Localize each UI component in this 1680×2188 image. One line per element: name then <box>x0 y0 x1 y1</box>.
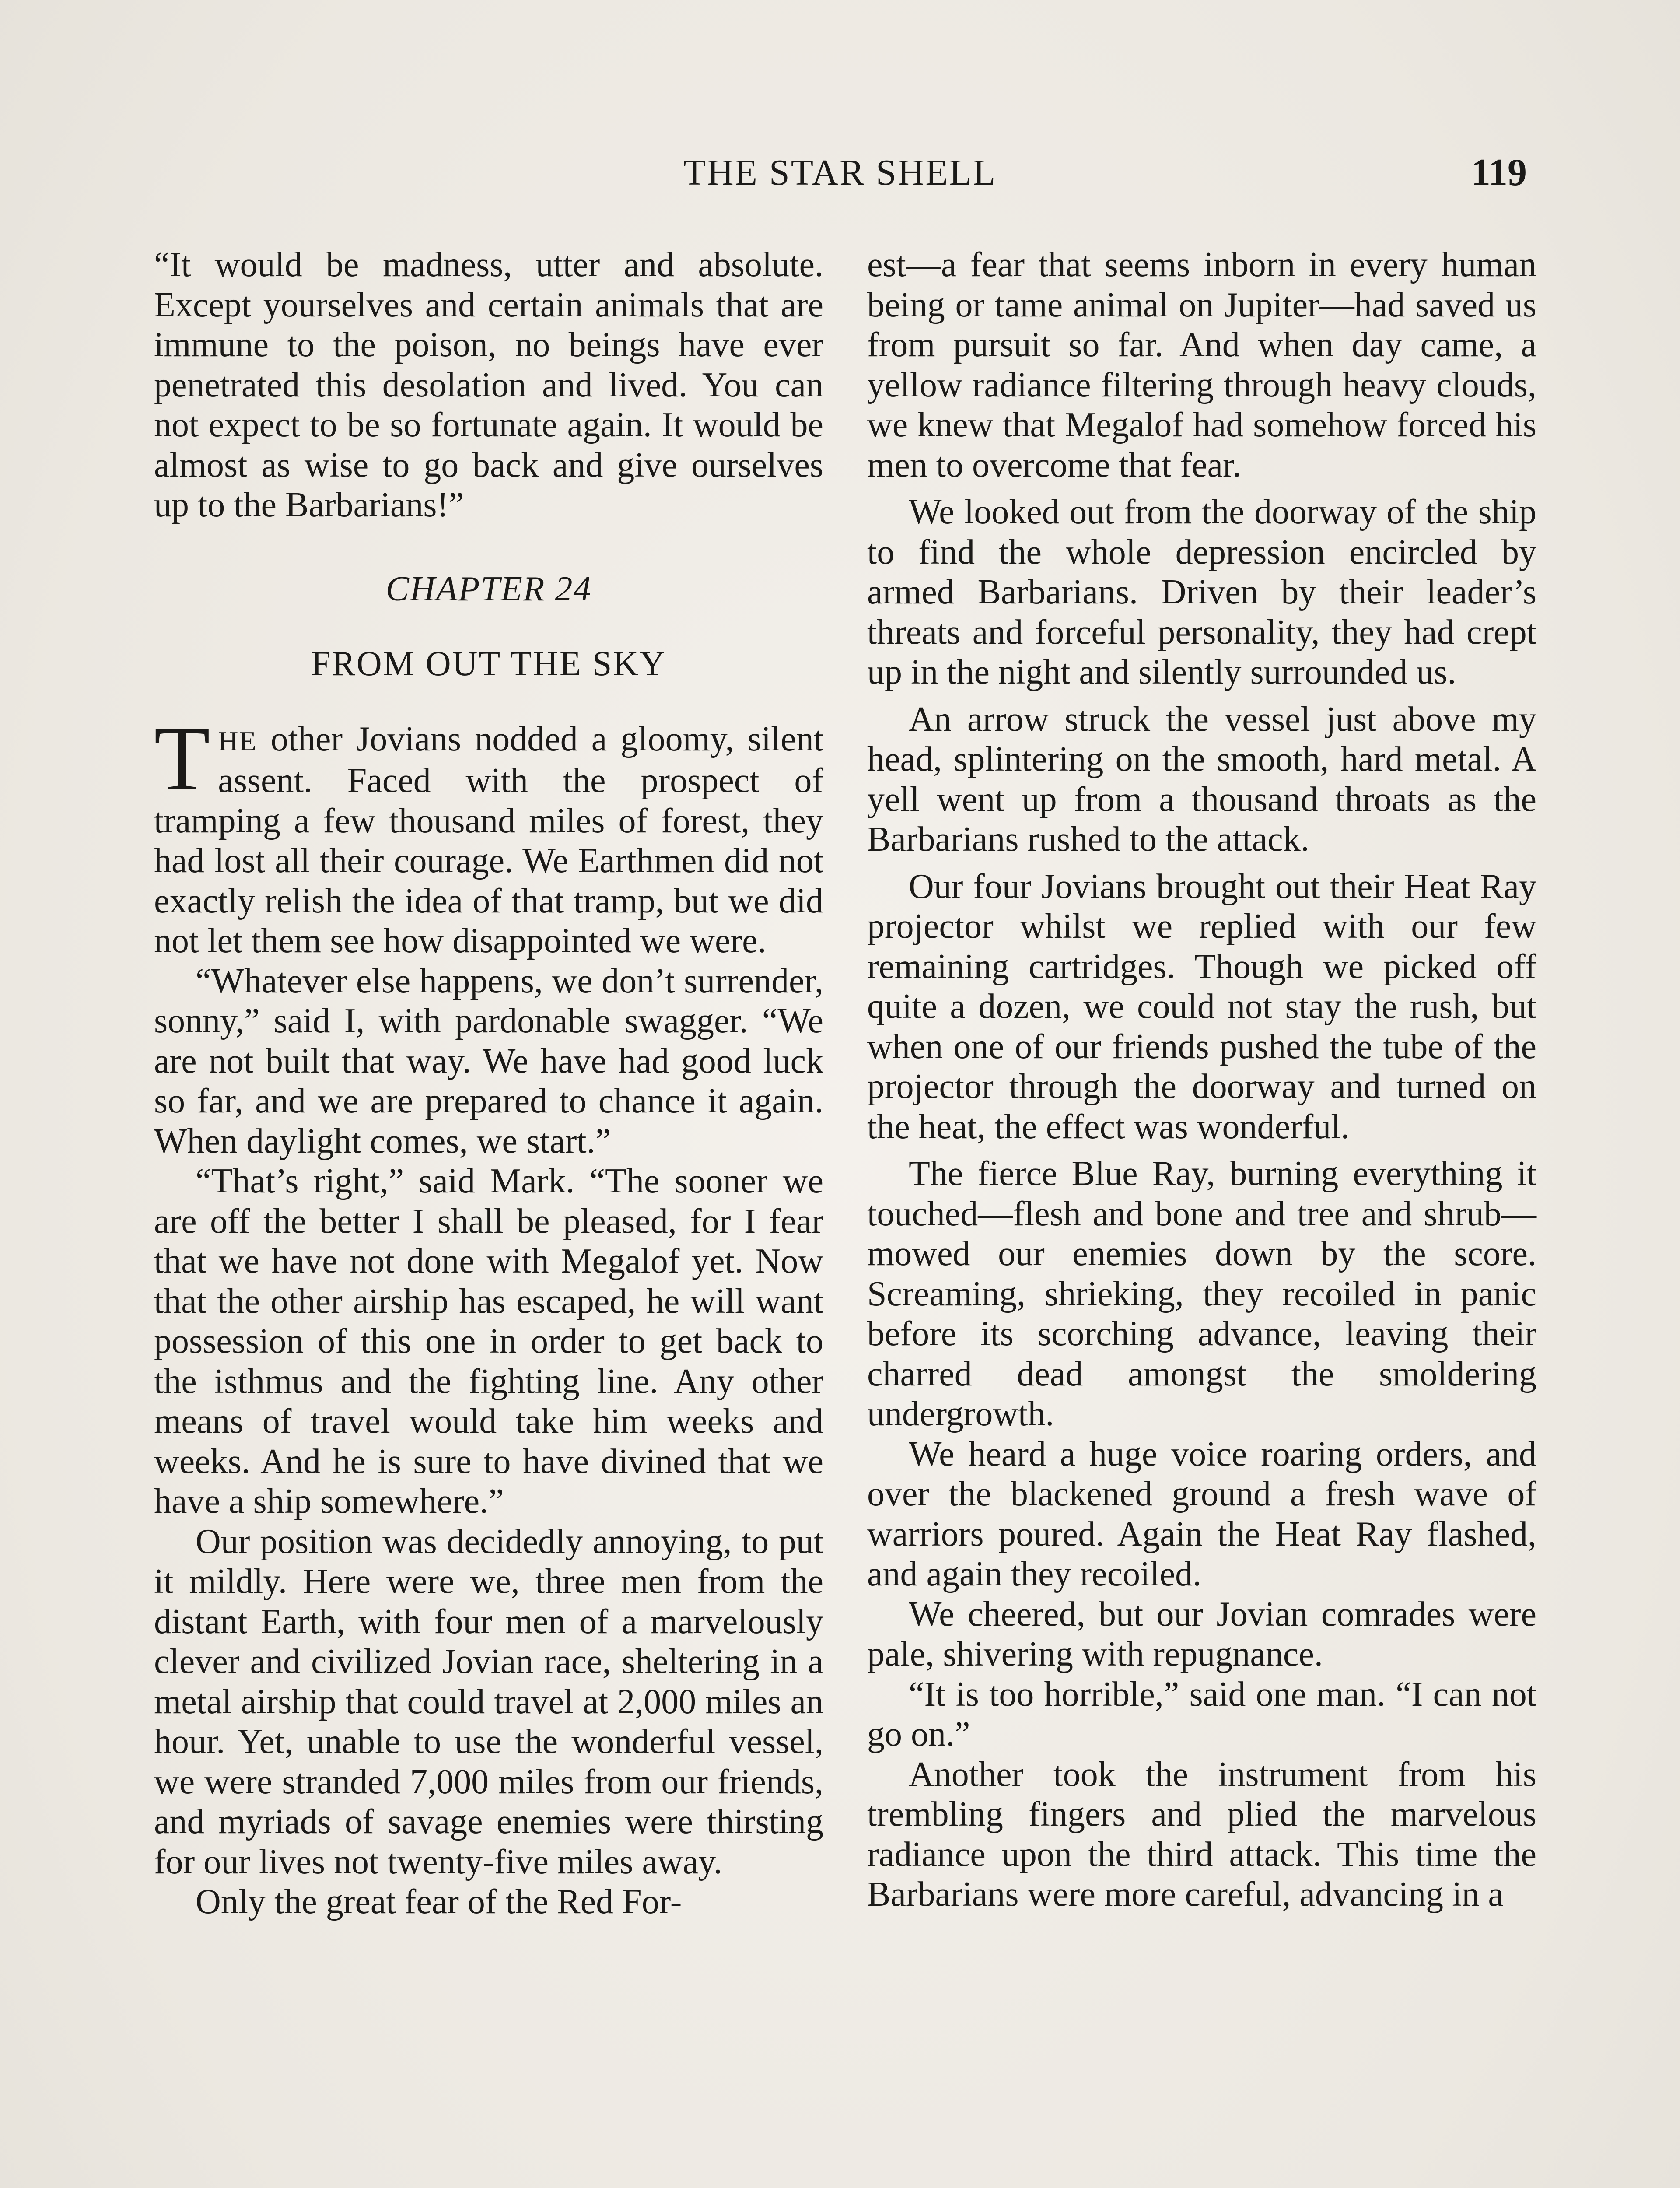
paragraph: “It is too horrible,” said one man. “I can not go on.” <box>867 1675 1536 1753</box>
paragraph: We looked out from the doorway of the ship to find the whole depression encircled by armed Barbarians. Driven by their leader’s threats and forceful personality, they had crept up in the night and silently surrounded us. <box>867 493 1536 691</box>
paragraph: Another took the instrument from his trembling fingers and plied the marvelous radiance upon the third attack. This time the Barbarians were more careful, advancing in a <box>867 1755 1536 1914</box>
drop-cap: T <box>154 708 210 810</box>
left-column <box>154 245 823 1922</box>
paragraph: Our four Jovians brought out their Heat Ray projector whilst we replied with our few remaining cartridges. Though we picked off quite a dozen, we could not stay the rush, but when one of our friends pushed the tube of the projector through the doorway and turned on the heat, the effect was wonderful. <box>867 867 1536 1146</box>
paragraph: “Whatever else happens, we don’t surrender, sonny,” said I, with pardonable swagger. “We are not built that way. We have had good luck so far, and we are prepared to chance it again. When daylight comes, we start.” <box>154 961 823 1161</box>
paragraph: The fierce Blue Ray, burning everything it touched—flesh and bone and tree and shrub—mowed our enemies down by the score. Screaming, shrieking, they recoiled in panic before its scorching advance, leaving their charred dead amongst the smoldering undergrowth. <box>867 1154 1536 1433</box>
page-number: 119 <box>1471 151 1527 194</box>
paragraph: We heard a huge voice roaring orders, and over the blackened ground a fresh wave of warriors poured. Again the Heat Ray flashed, and again they recoiled. <box>867 1434 1536 1593</box>
running-head <box>153 149 1527 197</box>
paragraph: est—a fear that seems inborn in every human being or tame animal on Jupiter—had saved us from pursuit so far. And when day came, a yellow radiance filtering through heavy clouds, we knew that Megalof had somehow forced his men to overcome that fear. <box>867 245 1536 484</box>
paragraph: We cheered, but our Jovian comrades were pale, shivering with repugnance. <box>867 1595 1536 1673</box>
paragraph: Only the great fear of the Red For- <box>196 1883 682 1921</box>
small-caps-lead: HE <box>218 725 257 757</box>
paragraph: “It would be madness, utter and absolute. Except yourselves and certain animals that are immune to the poison, no beings have ever penetrated this desolation and lived. You can not expect to be so fortunate again. It would be almost as wise to go back and give ourselves up to the Barbarians!” <box>154 245 823 524</box>
chapter-title: FROM OUT THE SKY <box>311 645 666 683</box>
right-column <box>867 245 1536 1915</box>
paragraph-text: other Jovians nodded a gloomy, silent assent. Faced with the prospect of tramping a few thousand miles of forest, they had lost all their courage. We Earthmen did not exactly relish the idea of that tramp, but we did not let them see how disappointed we were. <box>154 719 823 960</box>
paragraph: An arrow struck the vessel just above my head, splintering on the smooth, hard metal. A yell went up from a thousand throats as the Barbarians rushed to the attack. <box>867 700 1536 859</box>
paragraph: “That’s right,” said Mark. “The sooner we are off the better I shall be pleased, for I fear that we have not done with Megalof yet. Now that the other airship has escaped, he will want possession of this one in order to get back to the isthmus and the fighting line. Any other means of travel would take him weeks and weeks. And he is sure to have divined that we have a ship somewhere.” <box>154 1162 823 1521</box>
running-title: THE STAR SHELL <box>683 152 997 193</box>
paragraph-opening <box>154 708 823 961</box>
paragraph: Our position was decidedly annoying, to put it mildly. Here were we, three men from the distant Earth, with four men of a marvelously clever and civilized Jovian race, sheltering in a metal airship that could travel at 2,000 miles an hour. Yet, unable to use the wonderful vessel, we were stranded 7,000 miles from our friends, and myriads of savage enemies were thirsting for our lives not twenty-five miles away. <box>154 1522 823 1881</box>
chapter-number: CHAPTER 24 <box>385 569 592 608</box>
